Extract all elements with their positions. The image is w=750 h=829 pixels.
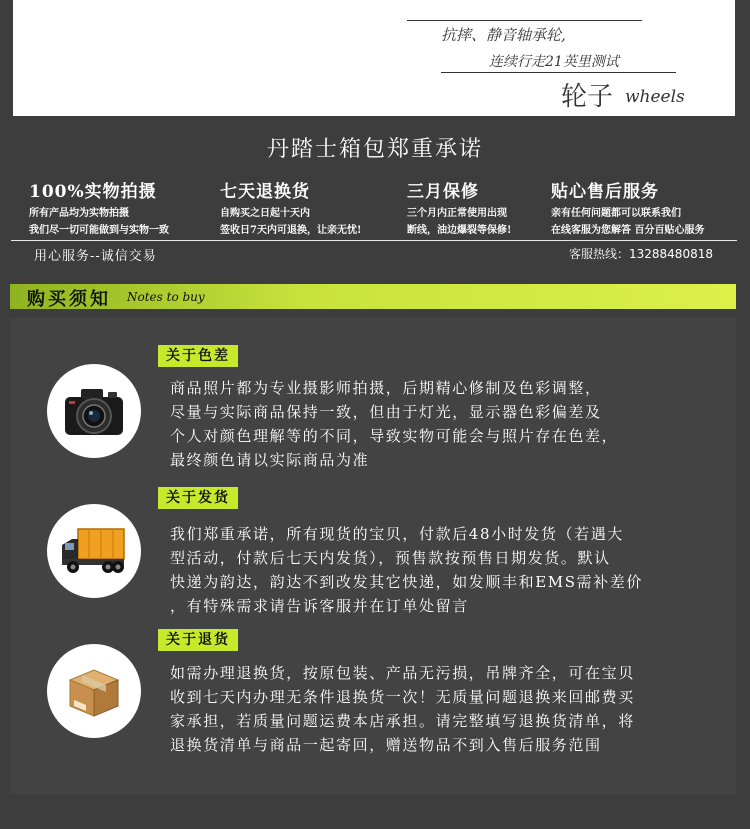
section-tag: 关于色差 [158, 345, 238, 367]
section-tag: 关于退货 [158, 629, 238, 651]
service-slogan: 用心服务--诚信交易 [34, 249, 157, 264]
text-line: 个人对颜色理解等的不同，导致实物可能会与照片存在色差， [170, 427, 619, 445]
text-line: 最终颜色请以实际商品为准 [170, 451, 370, 469]
promise-heading: 贴心售后服务 [551, 182, 659, 202]
promise-item-seven-day-return [220, 177, 361, 239]
divider-line [407, 20, 642, 21]
box-icon [47, 644, 141, 738]
wheels-title-en: wheels [625, 87, 685, 107]
promise-heading: 100%实物拍摄 [29, 182, 157, 202]
promise-desc: 我们尽一切可能做到与实物一致 [29, 225, 169, 236]
promise-desc: 断线，油边爆裂等保修! [407, 225, 512, 236]
notes-content [10, 318, 736, 794]
notes-title-cn: 购买须知 [27, 289, 111, 310]
promise-heading: 七天退换货 [220, 182, 310, 202]
section-text [170, 522, 705, 618]
notes-title-en: Notes to buy [127, 290, 205, 304]
text-line: 商品照片都为专业摄影师拍摄，后期精心修制及色彩调整， [170, 379, 602, 397]
text-line: ，有特殊需求请告诉客服并在订单处留言 [170, 597, 469, 615]
promise-item-after-sales [551, 177, 704, 239]
text-line: 如需办理退换货，按原包装、产品无污损，吊牌齐全，可在宝贝 [170, 664, 635, 682]
promise-desc: 三个月内正常使用出现 [407, 208, 507, 219]
text-line: 尽量与实际商品保持一致，但由于灯光，显示器色彩偏差及 [170, 403, 602, 421]
text-line: 退换货清单与商品一起寄回，赠送物品不到入售后服务范围 [170, 736, 602, 754]
truck-icon [47, 504, 141, 598]
text-line: 型活动，付款后七天内发货），预售款按预售日期发货。默认 [170, 549, 611, 567]
text-line: 快递为韵达，韵达不到改发其它快递，如发顺丰和EMS需补差价 [170, 573, 643, 591]
feature-line-1: 抗摔、静音轴承轮, [441, 26, 566, 44]
wheels-title-cn: 轮子 [561, 82, 614, 112]
feature-line-2: 连续行走21英里测试 [489, 54, 619, 70]
text-line: 我们郑重承诺，所有现货的宝贝，付款后48小时发货（若遇大 [170, 525, 624, 543]
text-line: 家承担，若质量问题运费本店承担。请完整填写退换货清单，将 [170, 712, 635, 730]
section-tag: 关于发货 [158, 487, 238, 509]
promise-desc: 亲有任何问题都可以联系我们 [551, 208, 681, 219]
promise-desc: 在线客服为您解答 百分百贴心服务 [551, 225, 705, 236]
notes-to-buy-header [10, 284, 736, 309]
promise-title: 丹踏士箱包郑重承诺 [266, 137, 483, 162]
promise-heading: 三月保修 [407, 182, 479, 202]
promise-desc: 签收日7天内可退换，让亲无忧! [220, 225, 362, 236]
promise-desc: 自购买之日起十天内 [220, 208, 310, 219]
hotline: 客服热线：13288480818 [569, 247, 713, 261]
text-line: 收到七天内办理无条件退换货一次！无质量问题退换来回邮费买 [170, 688, 635, 706]
camera-icon [47, 364, 141, 458]
divider-line [441, 72, 676, 73]
section-text [170, 376, 705, 472]
section-text [170, 661, 705, 757]
product-detail-card [13, 0, 735, 116]
promise-item-real-photo [29, 177, 169, 239]
section-divider [11, 240, 737, 241]
promise-item-warranty [407, 177, 511, 239]
promise-desc: 所有产品均为实物拍摄 [29, 208, 129, 219]
